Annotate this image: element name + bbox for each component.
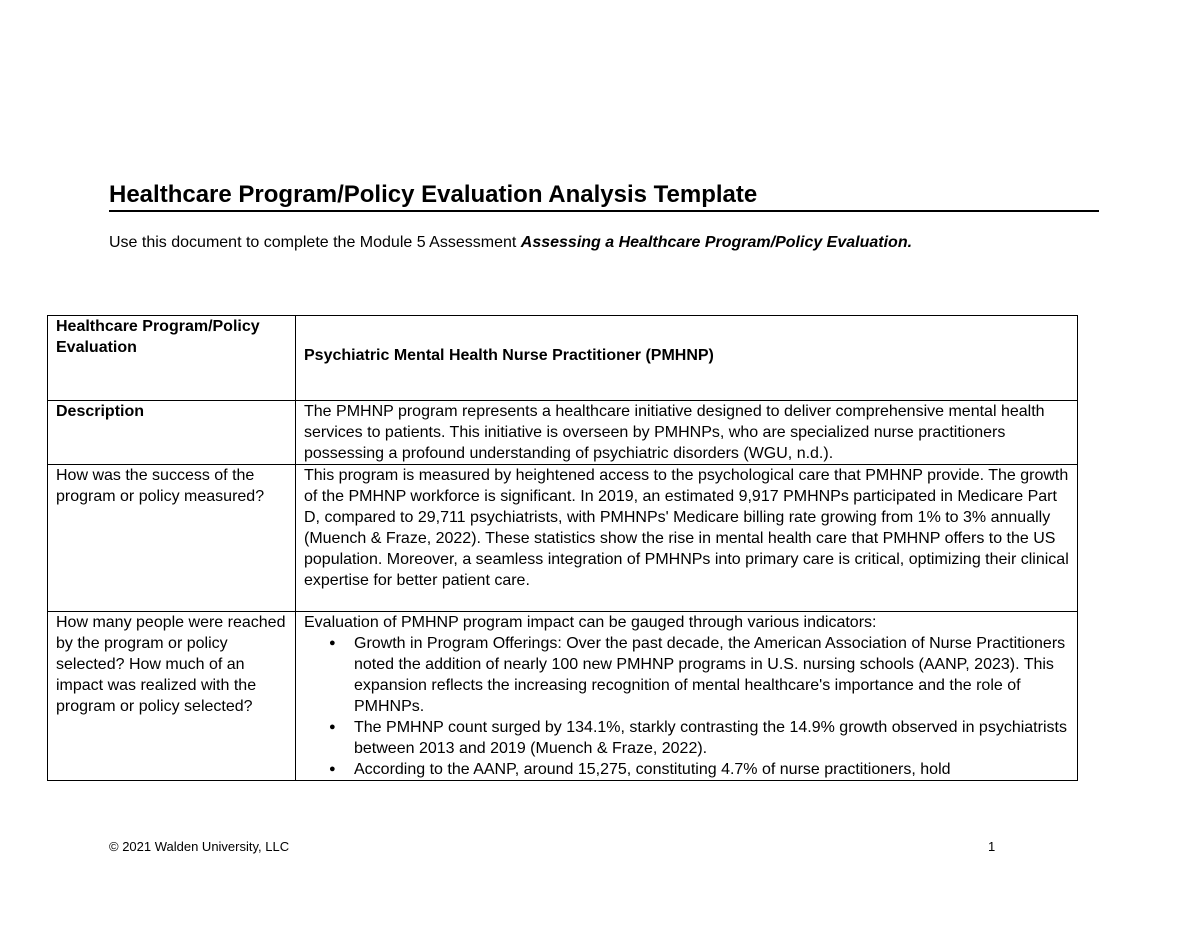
- header-label-cell: Healthcare Program/Policy Evaluation: [48, 316, 296, 401]
- table-row: [48, 612, 1078, 781]
- assessment-name: Assessing a Healthcare Program/Policy Evaluation.: [520, 234, 913, 251]
- footer-copyright: © 2021 Walden University, LLC: [109, 839, 290, 854]
- page-number: 1: [988, 839, 996, 854]
- list-item: ● According to the AANP, around 15,275, constituting 4.7% of nurse practitioners, hold: [354, 759, 1069, 780]
- evaluation-table: [47, 315, 1078, 781]
- reach-intro: Evaluation of PMHNP program impact can be gauged through various indicators:: [304, 614, 877, 631]
- reach-question-cell: How many people were reached by the program or policy selected? How much of an impact was realized with the program or policy selected?: [48, 612, 296, 781]
- success-answer-cell: This program is measured by heightened access to the psychological care that PMHNP provide. The growth of the PMHNP workforce is significant. In 2019, an estimated 9,917 PMHNPs participated in Medicare Part D, compared to 29,711 psychiatrists, with PMHNPs' Medicare billing rate growing from 1% to 3% annually (Muench & Fraze, 2022). These statistics show the rise in mental health care that PMHNP offers to the US population. Moreover, a seamless integration of PMHNPs into primary care is critical, optimizing their clinical expertise for better patient care.: [296, 465, 1078, 612]
- table-row: [48, 401, 1078, 465]
- list-item: ● The PMHNP count surged by 134.1%, starkly contrasting the 14.9% growth observed in psychiatrists between 2013 and 2019 (Muench & Fraze, 2022).: [354, 717, 1069, 759]
- description-label-cell: Description: [48, 401, 296, 465]
- table-row: [48, 465, 1078, 612]
- document-title: Healthcare Program/Policy Evaluation Analysis Template: [109, 181, 758, 208]
- title-underline: [109, 210, 1099, 212]
- success-question-cell: How was the success of the program or policy measured?: [48, 465, 296, 612]
- program-name-cell: [296, 316, 1078, 401]
- list-item: ● Growth in Program Offerings: Over the past decade, the American Association of Nurse Practitioners noted the addition of nearly 100 new PMHNP programs in U.S. nursing schools (AANP, 2023). This expansion reflects the increasing recognition of mental healthcare's importance and the role of PMHNPs.: [354, 633, 1069, 717]
- instructions-prefix: Use this document to complete the Module 5 Assessment: [109, 234, 521, 251]
- description-text-cell: The PMHNP program represents a healthcare initiative designed to deliver comprehensive mental health services to patients. This initiative is overseen by PMHNPs, who are specialized nurse practitioners possessing a profound understanding of psychiatric disorders (WGU, n.d.).: [296, 401, 1078, 465]
- impact-bullet-list: [304, 633, 1069, 780]
- instructions-text: [109, 233, 912, 253]
- table-row: [48, 316, 1078, 401]
- reach-answer-cell: [296, 612, 1078, 781]
- program-name: Psychiatric Mental Health Nurse Practitioner (PMHNP): [304, 347, 714, 364]
